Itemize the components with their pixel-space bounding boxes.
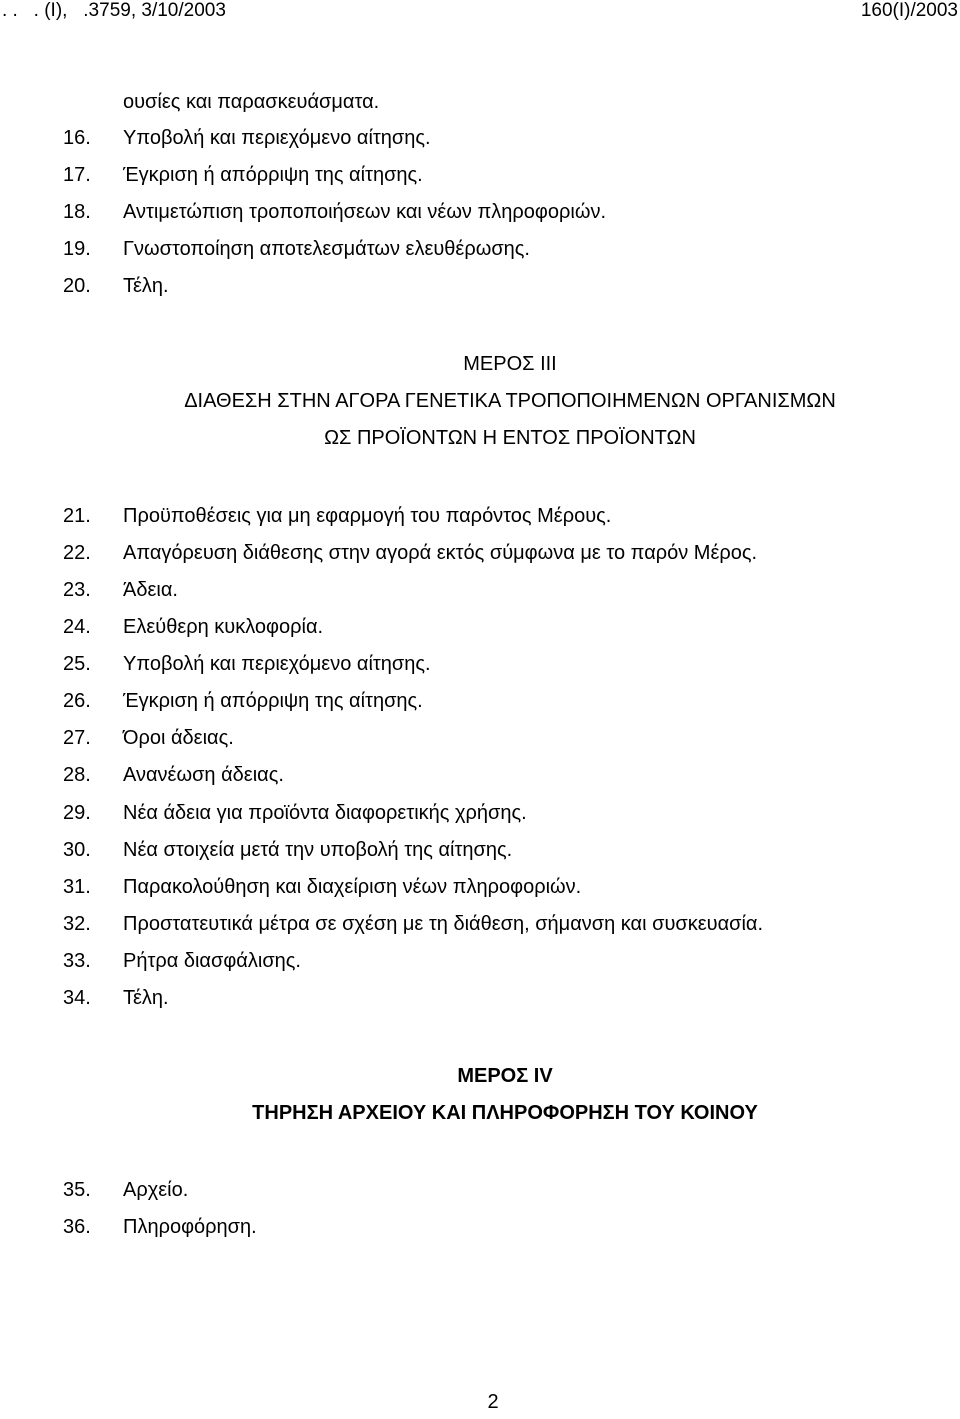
toc-item-text: Υποβολή και περιεχόμενο αίτησης. [123, 127, 431, 149]
toc-item-number: 24. [63, 616, 91, 638]
toc-item [0, 539, 960, 567]
toc-item-number: 17. [63, 164, 91, 186]
part3-subtitle-line1: ΔΙΑΘΕΣΗ ΣΤΗΝ ΑΓΟΡΑ ΓΕΝΕΤΙΚΑ ΤΡΟΠΟΠΟΙΗΜΕΝΩΝ ΟΡΓΑΝΙΣΜΩΝ [184, 390, 836, 412]
toc-item-number: 23. [63, 579, 91, 601]
toc-item-text: Απαγόρευση διάθεσης στην αγορά εκτός σύμφωνα με το παρόν Μέρος. [123, 542, 758, 564]
page-header [0, 0, 960, 30]
toc-item [0, 873, 960, 901]
toc-item [0, 613, 960, 641]
toc-item-text: Πληροφόρηση. [123, 1216, 257, 1238]
toc-item [0, 761, 960, 789]
toc-item-text: Αρχείο. [123, 1179, 189, 1201]
toc-continuation-line [0, 88, 960, 116]
toc-item-text: Παρακολούθηση και διαχείριση νέων πληροφοριών. [123, 876, 582, 898]
toc-item-number: 22. [63, 542, 91, 564]
part4-subtitle: ΤΗΡΗΣΗ ΑΡΧΕΙΟΥ ΚΑΙ ΠΛΗΡΟΦΟΡΗΣΗ ΤΟΥ ΚΟΙΝΟΥ [252, 1102, 758, 1124]
toc-item-number: 16. [63, 127, 91, 149]
part3-title: ΜΕΡΟΣ ΙΙΙ [463, 353, 557, 375]
toc-item-number: 34. [63, 987, 91, 1009]
toc-item [0, 502, 960, 530]
toc-item-number: 29. [63, 802, 91, 824]
toc-item [0, 836, 960, 864]
toc-item [0, 124, 960, 152]
toc-item [0, 576, 960, 604]
toc-item [0, 272, 960, 300]
toc-item [0, 1176, 960, 1204]
toc-item-number: 18. [63, 201, 91, 223]
toc-item [0, 1213, 960, 1241]
toc-item [0, 235, 960, 263]
toc-item-number: 27. [63, 727, 91, 749]
toc-item-text: Τέλη. [123, 275, 169, 297]
toc-item-text: Άδεια. [123, 579, 178, 601]
toc-item-text: Προστατευτικά μέτρα σε σχέση με τη διάθεση, σήμανση και συσκευασία. [123, 913, 764, 935]
toc-item-text: Νέα στοιχεία μετά την υποβολή της αίτησης. [123, 839, 513, 861]
toc-item [0, 910, 960, 938]
toc-item-number: 19. [63, 238, 91, 260]
toc-item [0, 947, 960, 975]
part4-title: ΜΕΡΟΣ ΙV [457, 1065, 553, 1087]
toc-item-number: 33. [63, 950, 91, 972]
toc-item-text: Υποβολή και περιεχόμενο αίτησης. [123, 653, 431, 675]
toc-item-number: 36. [63, 1216, 91, 1238]
toc-item-number: 21. [63, 505, 91, 527]
toc-item-number: 25. [63, 653, 91, 675]
toc-item-text: Νέα άδεια για προϊόντα διαφορετικής χρήσης. [123, 802, 527, 824]
toc-item-number: 35. [63, 1179, 91, 1201]
toc-item-number: 20. [63, 275, 91, 297]
toc-item-text: Τέλη. [123, 987, 169, 1009]
toc-item-text: Όροι άδειας. [123, 727, 234, 749]
toc-item [0, 984, 960, 1012]
toc-item-text: Γνωστοποίηση αποτελεσμάτων ελευθέρωσης. [123, 238, 530, 260]
toc-item [0, 650, 960, 678]
toc-item-text: Ελεύθερη κυκλοφορία. [123, 616, 324, 638]
toc-item-text: Αντιμετώπιση τροποποιήσεων και νέων πληροφοριών. [123, 201, 606, 223]
toc-item-text: ουσίες και παρασκευάσματα. [123, 91, 380, 113]
page-number: 2 [487, 1391, 499, 1413]
toc-item-number: 32. [63, 913, 91, 935]
toc-item-text: Προϋποθέσεις για μη εφαρμογή του παρόντος Μέρους. [123, 505, 612, 527]
toc-item [0, 724, 960, 752]
header-law-number: 160(Ι)/2003 [860, 0, 958, 21]
header-reference: . . . (Ι), .3759, 3/10/2003 [2, 0, 226, 21]
toc-item [0, 198, 960, 226]
toc-item [0, 799, 960, 827]
toc-item-number: 26. [63, 690, 91, 712]
toc-item-text: Έγκριση ή απόρριψη της αίτησης. [123, 690, 423, 712]
toc-item-number: 30. [63, 839, 91, 861]
toc-item [0, 161, 960, 189]
toc-item [0, 687, 960, 715]
toc-item-text: Έγκριση ή απόρριψη της αίτησης. [123, 164, 423, 186]
toc-item-number: 28. [63, 764, 91, 786]
part3-subtitle-line2: ΩΣ ΠΡΟΪΟΝΤΩΝ Η ΕΝΤΟΣ ΠΡΟΪΟΝΤΩΝ [324, 427, 696, 449]
toc-item-text: Ανανέωση άδειας. [123, 764, 284, 786]
toc-item-text: Ρήτρα διασφάλισης. [123, 950, 301, 972]
toc-item-number: 31. [63, 876, 91, 898]
